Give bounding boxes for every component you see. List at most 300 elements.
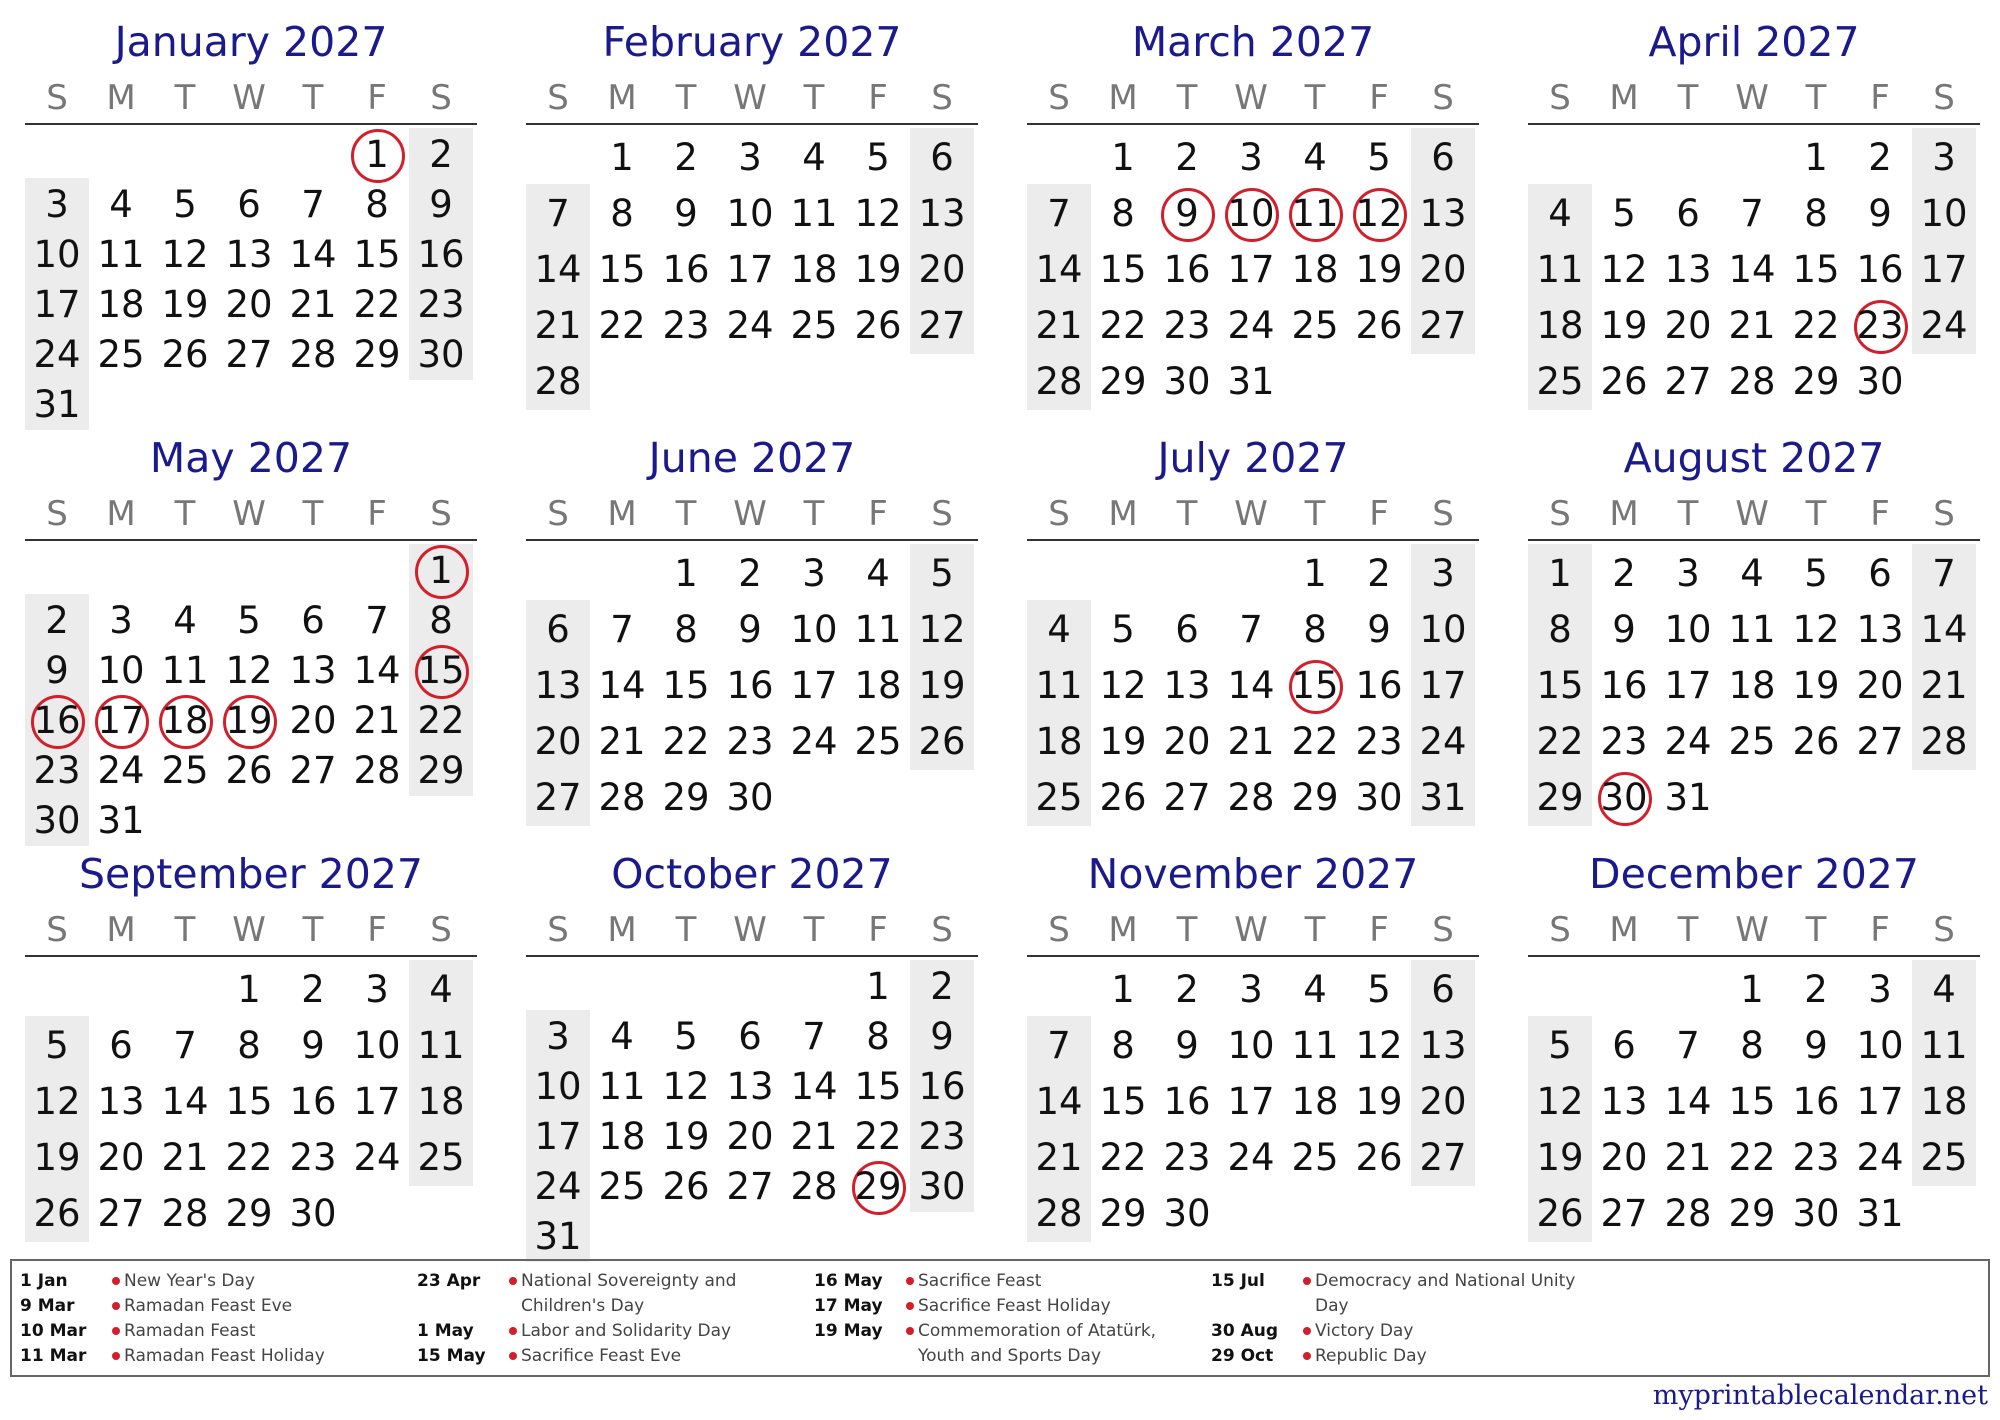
- day-cell: [1091, 658, 1155, 714]
- day-number: 8: [1303, 608, 1327, 651]
- day-cell: [89, 1130, 153, 1186]
- day-number: 16: [289, 1080, 337, 1123]
- day-cell: [1656, 1018, 1720, 1074]
- day-cell: [1027, 714, 1091, 770]
- day-cell: [409, 696, 473, 746]
- day-cell: [782, 546, 846, 602]
- day-number: 13: [1163, 664, 1211, 707]
- day-number: 30: [1792, 1192, 1840, 1235]
- weekday-initial: T: [803, 78, 825, 118]
- day-cell: [345, 1130, 409, 1186]
- day-number: 26: [1355, 304, 1403, 347]
- day-cell: [217, 1186, 281, 1242]
- holiday-dot-icon: [906, 1327, 914, 1335]
- day-number: 17: [534, 1115, 582, 1158]
- day-number: 14: [353, 649, 401, 692]
- day-cell: [281, 696, 345, 746]
- day-number: 8: [1111, 192, 1135, 235]
- weekday-initial: S: [1933, 910, 1955, 950]
- day-cell: [590, 130, 654, 186]
- day-cell: [910, 962, 974, 1012]
- weekday-header: [526, 492, 978, 536]
- day-cell: [1528, 602, 1592, 658]
- legend-date: 29 Oct: [1211, 1346, 1274, 1366]
- weekday-initial: T: [1304, 494, 1326, 534]
- day-number: 4: [1548, 192, 1572, 235]
- day-number: 26: [161, 333, 209, 376]
- day-number: 19: [1536, 1136, 1584, 1179]
- day-cell: [1219, 1130, 1283, 1186]
- day-number: 5: [45, 1024, 69, 1067]
- weekday-header: [25, 76, 477, 120]
- holiday-day-cell: [1219, 186, 1283, 242]
- day-cell: [345, 696, 409, 746]
- day-number: 3: [1239, 968, 1263, 1011]
- day-cell: [1720, 186, 1784, 242]
- day-number: 27: [1664, 360, 1712, 403]
- day-cell: [25, 230, 89, 280]
- day-number: 20: [918, 248, 966, 291]
- weekday-initial: W: [733, 78, 767, 118]
- day-number: 13: [726, 1065, 774, 1108]
- day-cell: [345, 1018, 409, 1074]
- day-cell: [1411, 186, 1475, 242]
- weekday-initial: S: [547, 494, 569, 534]
- day-number: 24: [1664, 720, 1712, 763]
- day-number: 14: [289, 233, 337, 276]
- day-cell: [153, 596, 217, 646]
- day-number: 13: [97, 1080, 145, 1123]
- holiday-day-cell: [1347, 186, 1411, 242]
- weekday-initial: S: [1432, 910, 1454, 950]
- day-cell: [1592, 298, 1656, 354]
- day-cell: [1656, 186, 1720, 242]
- day-number: 18: [1920, 1080, 1968, 1123]
- day-cell: [1283, 714, 1347, 770]
- day-cell: [1027, 1186, 1091, 1242]
- day-cell: [1656, 714, 1720, 770]
- month-divider: [1027, 123, 1479, 125]
- day-cell: [910, 1062, 974, 1112]
- day-number: 25: [1291, 304, 1339, 347]
- day-number: 11: [417, 1024, 465, 1067]
- day-cell: [1283, 770, 1347, 826]
- day-cell: [1528, 354, 1592, 410]
- day-cell: [89, 330, 153, 380]
- holiday-day-cell: [846, 1162, 910, 1212]
- day-cell: [526, 1112, 590, 1162]
- day-cell: [1912, 186, 1976, 242]
- day-cell: [1091, 130, 1155, 186]
- holiday-day-cell: [25, 696, 89, 746]
- day-cell: [217, 230, 281, 280]
- day-cell: [590, 658, 654, 714]
- day-number: 6: [1868, 552, 1892, 595]
- day-cell: [1027, 1018, 1091, 1074]
- day-cell: [1347, 770, 1411, 826]
- holiday-day-cell: [153, 696, 217, 746]
- day-cell: [1091, 186, 1155, 242]
- day-cell: [590, 770, 654, 826]
- legend-holiday-name: Ramadan Feast Eve: [124, 1296, 293, 1316]
- day-cell: [1091, 714, 1155, 770]
- day-cell: [1912, 714, 1976, 770]
- day-number: 6: [738, 1015, 762, 1058]
- day-number: 19: [662, 1115, 710, 1158]
- day-cell: [846, 962, 910, 1012]
- day-cell: [25, 1186, 89, 1242]
- holiday-day-cell: [345, 130, 409, 180]
- site-credit[interactable]: myprintablecalendar.net: [1652, 1380, 1988, 1411]
- day-number: 23: [918, 1115, 966, 1158]
- legend-date: 17 May: [814, 1296, 883, 1316]
- day-cell: [1784, 962, 1848, 1018]
- day-cell: [409, 962, 473, 1018]
- day-number: 27: [289, 749, 337, 792]
- weekday-initial: S: [1048, 494, 1070, 534]
- day-cell: [846, 1062, 910, 1112]
- month-title: December 2027: [1589, 850, 1919, 898]
- legend-holiday-name-cont: Day: [1315, 1296, 1349, 1316]
- day-cell: [409, 746, 473, 796]
- day-cell: [910, 714, 974, 770]
- day-cell: [1592, 546, 1656, 602]
- day-number: 28: [1227, 776, 1275, 819]
- day-number: 23: [1163, 304, 1211, 347]
- day-cell: [846, 658, 910, 714]
- day-cell: [1155, 298, 1219, 354]
- day-number: 10: [1920, 192, 1968, 235]
- weekday-initial: T: [302, 78, 324, 118]
- legend-holiday-name: Sacrifice Feast Holiday: [918, 1296, 1111, 1316]
- day-number: 25: [1291, 1136, 1339, 1179]
- weekday-initial: W: [1234, 494, 1268, 534]
- day-cell: [345, 180, 409, 230]
- day-cell: [718, 1112, 782, 1162]
- day-cell: [345, 230, 409, 280]
- day-number: 12: [1600, 248, 1648, 291]
- day-cell: [1347, 546, 1411, 602]
- day-cell: [782, 242, 846, 298]
- day-number: 12: [225, 649, 273, 692]
- day-number: 7: [1047, 1024, 1071, 1067]
- day-cell: [1155, 1018, 1219, 1074]
- weekday-initial: F: [367, 78, 387, 118]
- day-number: 21: [534, 304, 582, 347]
- day-number: 9: [45, 649, 69, 692]
- day-cell: [1411, 770, 1475, 826]
- day-number: 3: [45, 183, 69, 226]
- day-cell: [217, 330, 281, 380]
- day-cell: [281, 230, 345, 280]
- day-cell: [782, 186, 846, 242]
- day-cell: [1347, 1074, 1411, 1130]
- day-cell: [1784, 602, 1848, 658]
- holiday-day-cell: [1283, 186, 1347, 242]
- day-cell: [910, 658, 974, 714]
- weekday-initial: S: [1933, 78, 1955, 118]
- day-cell: [910, 1012, 974, 1062]
- day-number: 21: [1920, 664, 1968, 707]
- holiday-day-cell: [409, 546, 473, 596]
- day-cell: [654, 1112, 718, 1162]
- day-cell: [1219, 962, 1283, 1018]
- day-number: 9: [1804, 1024, 1828, 1067]
- day-number: 23: [1600, 720, 1648, 763]
- day-cell: [1283, 130, 1347, 186]
- day-cell: [153, 1018, 217, 1074]
- day-cell: [25, 796, 89, 846]
- day-number: 18: [598, 1115, 646, 1158]
- day-cell: [782, 1012, 846, 1062]
- day-cell: [1720, 242, 1784, 298]
- day-number: 17: [97, 699, 145, 742]
- day-cell: [654, 1162, 718, 1212]
- holiday-day-cell: [409, 646, 473, 696]
- day-cell: [1912, 658, 1976, 714]
- day-cell: [1656, 770, 1720, 826]
- day-number: 14: [1035, 1080, 1083, 1123]
- day-cell: [25, 596, 89, 646]
- weekday-initial: M: [607, 910, 637, 950]
- day-number: 12: [161, 233, 209, 276]
- day-number: 24: [1920, 304, 1968, 347]
- weekday-initial: S: [931, 78, 953, 118]
- day-number: 2: [1868, 136, 1892, 179]
- day-number: 4: [429, 968, 453, 1011]
- day-cell: [345, 330, 409, 380]
- day-number: 20: [726, 1115, 774, 1158]
- day-number: 4: [1740, 552, 1764, 595]
- weekday-initial: T: [1304, 78, 1326, 118]
- day-number: 10: [1664, 608, 1712, 651]
- day-number: 14: [1664, 1080, 1712, 1123]
- day-number: 25: [161, 749, 209, 792]
- day-cell: [1027, 186, 1091, 242]
- legend-holiday-name: Labor and Solidarity Day: [521, 1321, 732, 1341]
- day-number: 7: [1932, 552, 1956, 595]
- day-number: 25: [417, 1136, 465, 1179]
- weekday-initial: T: [1176, 494, 1198, 534]
- day-cell: [153, 746, 217, 796]
- weekday-initial: M: [607, 78, 637, 118]
- day-cell: [409, 1130, 473, 1186]
- day-cell: [153, 280, 217, 330]
- weekday-initial: T: [675, 494, 697, 534]
- day-cell: [217, 1018, 281, 1074]
- day-cell: [1347, 130, 1411, 186]
- day-cell: [1848, 354, 1912, 410]
- day-cell: [1848, 1074, 1912, 1130]
- day-number: 18: [97, 283, 145, 326]
- weekday-initial: F: [367, 910, 387, 950]
- day-number: 11: [1536, 248, 1584, 291]
- day-number: 28: [1035, 1192, 1083, 1235]
- legend-date: 11 Mar: [20, 1346, 87, 1366]
- legend-holiday-name: New Year's Day: [124, 1271, 255, 1291]
- day-number: 21: [1035, 304, 1083, 347]
- day-cell: [25, 1074, 89, 1130]
- day-cell: [1411, 242, 1475, 298]
- day-cell: [846, 714, 910, 770]
- day-number: 23: [1355, 720, 1403, 763]
- day-number: 12: [1536, 1080, 1584, 1123]
- day-number: 6: [1175, 608, 1199, 651]
- day-number: 3: [802, 552, 826, 595]
- day-number: 21: [1227, 720, 1275, 763]
- day-number: 26: [1099, 776, 1147, 819]
- day-cell: [1784, 714, 1848, 770]
- day-cell: [345, 596, 409, 646]
- day-number: 29: [1792, 360, 1840, 403]
- day-number: 3: [546, 1015, 570, 1058]
- day-number: 23: [726, 720, 774, 763]
- day-cell: [526, 714, 590, 770]
- day-cell: [718, 298, 782, 354]
- day-cell: [1848, 546, 1912, 602]
- day-number: 27: [1856, 720, 1904, 763]
- day-cell: [1912, 962, 1976, 1018]
- legend-holiday-name-cont: Youth and Sports Day: [918, 1346, 1101, 1366]
- day-cell: [1784, 298, 1848, 354]
- day-cell: [409, 130, 473, 180]
- day-number: 31: [1856, 1192, 1904, 1235]
- day-number: 3: [738, 136, 762, 179]
- day-number: 19: [1600, 304, 1648, 347]
- day-number: 18: [1291, 248, 1339, 291]
- day-cell: [1347, 714, 1411, 770]
- day-number: 15: [353, 233, 401, 276]
- day-cell: [1411, 602, 1475, 658]
- day-cell: [718, 1162, 782, 1212]
- day-cell: [1091, 1186, 1155, 1242]
- day-cell: [89, 230, 153, 280]
- weekday-initial: F: [367, 494, 387, 534]
- day-number: 14: [161, 1080, 209, 1123]
- day-cell: [281, 330, 345, 380]
- day-number: 17: [1856, 1080, 1904, 1123]
- day-cell: [590, 1112, 654, 1162]
- day-number: 29: [1099, 360, 1147, 403]
- day-cell: [526, 770, 590, 826]
- day-cell: [846, 1112, 910, 1162]
- month-divider: [1528, 539, 1980, 541]
- day-number: 2: [429, 133, 453, 176]
- day-cell: [25, 1130, 89, 1186]
- day-number: 16: [726, 664, 774, 707]
- day-cell: [1848, 602, 1912, 658]
- day-number: 25: [1920, 1136, 1968, 1179]
- day-cell: [1784, 1130, 1848, 1186]
- day-cell: [409, 180, 473, 230]
- day-cell: [1155, 130, 1219, 186]
- day-number: 31: [1664, 776, 1712, 819]
- day-number: 20: [1856, 664, 1904, 707]
- legend-date: 15 May: [417, 1346, 486, 1366]
- day-cell: [217, 596, 281, 646]
- day-number: 27: [225, 333, 273, 376]
- day-cell: [1912, 1130, 1976, 1186]
- weekday-initial: M: [1108, 78, 1138, 118]
- day-number: 13: [918, 192, 966, 235]
- day-cell: [1656, 354, 1720, 410]
- day-cell: [25, 330, 89, 380]
- day-cell: [1219, 770, 1283, 826]
- legend-holiday-name: Sacrifice Feast: [918, 1271, 1042, 1291]
- weekday-initial: M: [1609, 910, 1639, 950]
- day-number: 1: [1740, 968, 1764, 1011]
- day-cell: [1720, 1074, 1784, 1130]
- day-number: 2: [930, 965, 954, 1008]
- day-number: 8: [610, 192, 634, 235]
- day-cell: [590, 1012, 654, 1062]
- day-number: 30: [33, 799, 81, 842]
- day-number: 22: [1099, 304, 1147, 347]
- day-number: 22: [1792, 304, 1840, 347]
- day-cell: [409, 1074, 473, 1130]
- month-divider: [1528, 955, 1980, 957]
- holiday-day-cell: [1283, 658, 1347, 714]
- day-number: 18: [790, 248, 838, 291]
- day-cell: [1912, 1018, 1976, 1074]
- day-cell: [1027, 354, 1091, 410]
- day-number: 21: [1664, 1136, 1712, 1179]
- day-number: 26: [854, 304, 902, 347]
- day-cell: [1027, 1130, 1091, 1186]
- legend-holiday-name-cont: Children's Day: [521, 1296, 645, 1316]
- day-number: 22: [1099, 1136, 1147, 1179]
- day-number: 17: [33, 283, 81, 326]
- day-cell: [25, 280, 89, 330]
- day-number: 10: [353, 1024, 401, 1067]
- day-number: 15: [1099, 248, 1147, 291]
- day-cell: [153, 1074, 217, 1130]
- day-number: 17: [353, 1080, 401, 1123]
- day-number: 30: [1163, 360, 1211, 403]
- day-cell: [409, 1018, 473, 1074]
- day-number: 18: [1035, 720, 1083, 763]
- day-number: 8: [1548, 608, 1572, 651]
- day-cell: [1219, 130, 1283, 186]
- day-cell: [1784, 130, 1848, 186]
- day-cell: [281, 1018, 345, 1074]
- weekday-initial: S: [1432, 78, 1454, 118]
- day-cell: [1347, 1018, 1411, 1074]
- day-cell: [1720, 298, 1784, 354]
- day-number: 1: [429, 549, 453, 592]
- day-cell: [1283, 962, 1347, 1018]
- weekday-initial: W: [1735, 910, 1769, 950]
- day-cell: [846, 602, 910, 658]
- month-title: April 2027: [1648, 18, 1860, 66]
- day-cell: [782, 602, 846, 658]
- day-cell: [409, 230, 473, 280]
- day-number: 15: [662, 664, 710, 707]
- day-number: 17: [790, 664, 838, 707]
- weekday-initial: F: [1369, 494, 1389, 534]
- weekday-initial: F: [1870, 910, 1890, 950]
- day-number: 25: [854, 720, 902, 763]
- day-cell: [217, 280, 281, 330]
- day-number: 6: [930, 136, 954, 179]
- day-number: 2: [301, 968, 325, 1011]
- legend-holiday-name: Sacrifice Feast Eve: [521, 1346, 682, 1366]
- holiday-dot-icon: [1303, 1277, 1311, 1285]
- day-cell: [526, 658, 590, 714]
- weekday-initial: F: [868, 78, 888, 118]
- day-cell: [25, 1018, 89, 1074]
- day-number: 28: [1035, 360, 1083, 403]
